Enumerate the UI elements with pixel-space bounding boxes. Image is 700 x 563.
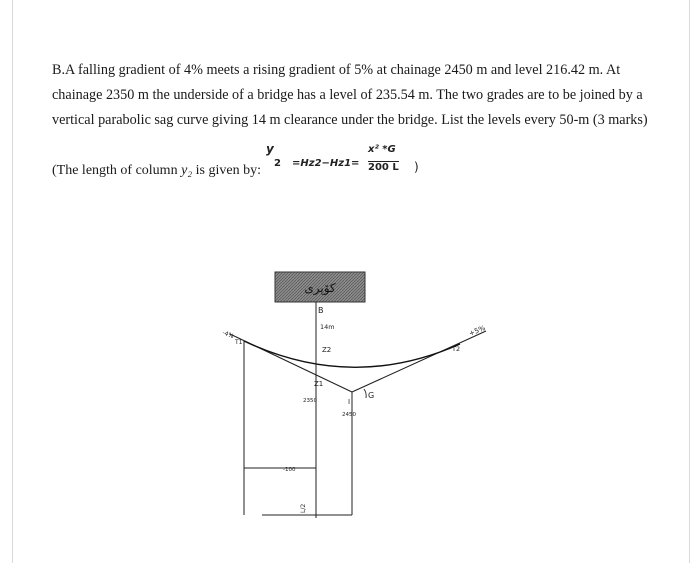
- label-B: B: [318, 306, 324, 315]
- label-grade-right: +5%: [467, 324, 487, 338]
- formula-numerator: x² *G: [368, 144, 396, 155]
- label-Z1: Z1: [314, 380, 324, 388]
- sag-curve: [244, 341, 460, 367]
- bridge-label: کۆپری: [304, 281, 336, 295]
- label-ch-2350: 2350: [303, 398, 317, 404]
- label-grade-left: -4%: [221, 329, 235, 341]
- grade-angle-arc: [364, 389, 366, 398]
- formula-denominator: 200 L: [368, 162, 399, 173]
- formula-y: y: [266, 142, 274, 156]
- problem-line-2: chainage 2350 m the underside of a bridge has a level of 235.54 m. The two grades are to be joined by a: [52, 87, 643, 103]
- label-T2: T2: [452, 345, 461, 353]
- note-prefix: (The length of column: [52, 163, 182, 178]
- label-ch-2450: 2450: [342, 412, 356, 418]
- label-I: I: [348, 398, 351, 406]
- label-half-minus-100: -100: [283, 467, 296, 473]
- formula-subscript: 2: [274, 158, 281, 169]
- problem-line-3: vertical parabolic sag curve giving 14 m clearance under the bridge. List the levels every 50-m (3 marks): [52, 112, 648, 128]
- formula-close-paren: ): [414, 160, 419, 174]
- problem-line-1: B.A falling gradient of 4% meets a rising gradient of 5% at chainage 2450 m and level 216.42 m. At: [52, 62, 621, 78]
- label-T1: T1: [235, 339, 243, 346]
- label-G: G: [368, 391, 375, 400]
- label-Z2: Z2: [322, 346, 332, 354]
- formula-lhs: =Hz2−Hz1=: [292, 158, 360, 169]
- label-clearance: 14m: [320, 323, 335, 331]
- note-suffix: is given by:: [192, 163, 262, 178]
- label-half-L: L/2: [300, 503, 307, 513]
- note-variable: y₂: [181, 163, 193, 178]
- rising-tangent: [352, 331, 486, 392]
